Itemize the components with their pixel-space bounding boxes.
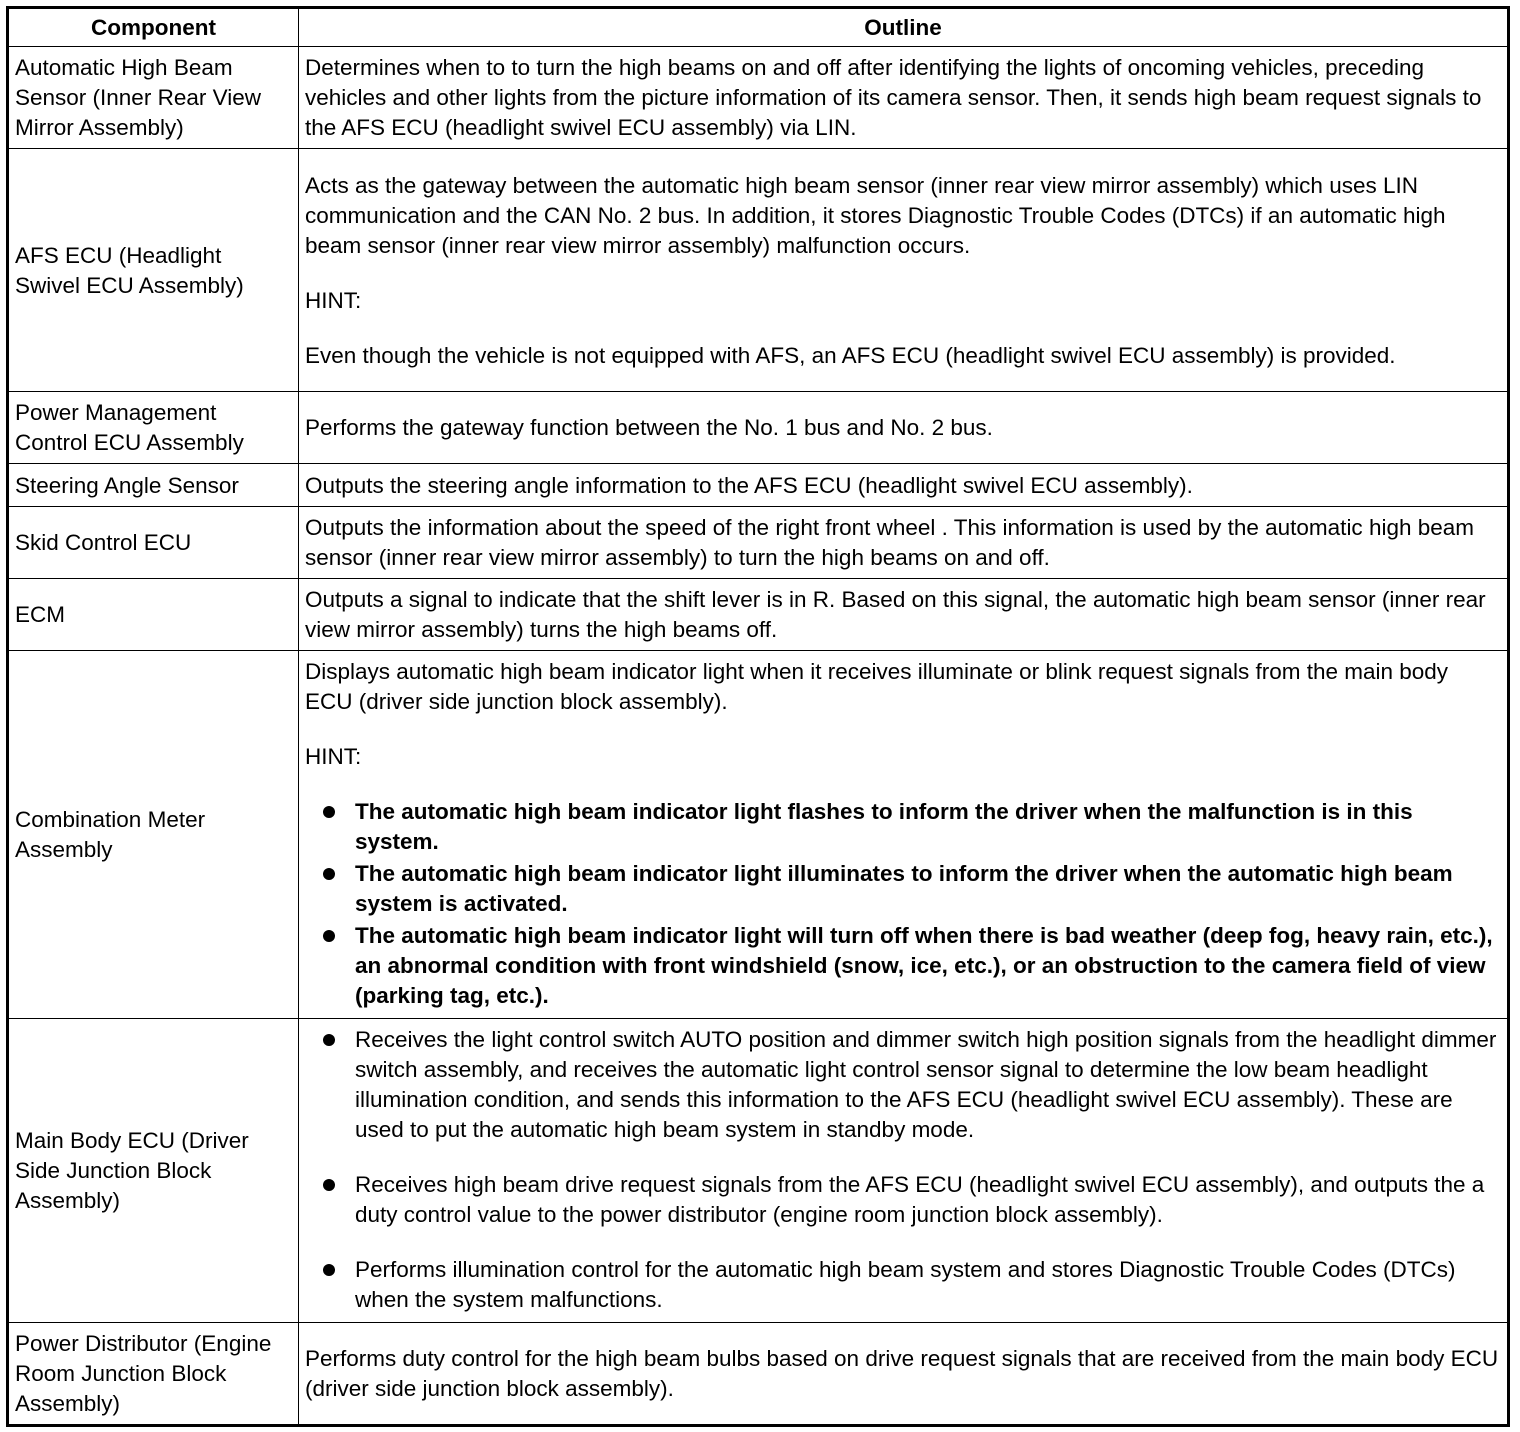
table-row bbox=[8, 651, 1509, 1019]
header-outline: Outline bbox=[299, 8, 1509, 47]
outline-cell bbox=[299, 392, 1509, 464]
component-cell: Skid Control ECU bbox=[8, 507, 299, 579]
outline-cell bbox=[299, 47, 1509, 149]
component-cell: Power Management Control ECU Assembly bbox=[8, 392, 299, 464]
outline-text: Displays automatic high beam indicator light when it receives illuminate or blink request signals from the main body ECU (driver side junction block assembly). bbox=[305, 659, 1449, 714]
component-cell: Steering Angle Sensor bbox=[8, 464, 299, 507]
bullet-list bbox=[305, 1025, 1501, 1315]
list-item: Receives high beam drive request signals from the AFS ECU (headlight swivel ECU assembly), and outputs the a duty control value to the power distributor (engine room junction block assembly). bbox=[305, 1170, 1501, 1230]
outline-text: Acts as the gateway between the automatic high beam sensor (inner rear view mirror assembly) which uses LIN communication and the CAN No. 2 bus. In addition, it stores Diagnostic Trouble Codes (DTCs) if an automatic high beam sensor (inner rear view mirror assembly) malfunction occurs. bbox=[305, 172, 1446, 258]
table-row bbox=[8, 1019, 1509, 1323]
hint-text: Even though the vehicle is not equipped with AFS, an AFS ECU (headlight swivel ECU assembly) is provided. bbox=[305, 342, 1396, 368]
outline-cell bbox=[299, 579, 1509, 651]
component-cell: ECM bbox=[8, 579, 299, 651]
list-item: The automatic high beam indicator light flashes to inform the driver when the malfunction is in this system. bbox=[305, 797, 1501, 857]
component-table-container bbox=[6, 6, 1507, 1427]
outline-cell bbox=[299, 507, 1509, 579]
table-row bbox=[8, 392, 1509, 464]
outline-cell bbox=[299, 1019, 1509, 1323]
outline-cell bbox=[299, 1323, 1509, 1426]
outline-text: Performs the gateway function between the No. 1 bus and No. 2 bus. bbox=[305, 415, 993, 440]
list-item: The automatic high beam indicator light will turn off when there is bad weather (deep fog, heavy rain, etc.), an abnormal condition with front windshield (snow, ice, etc.), or an obstruction to the camera field of view (parking tag, etc.). bbox=[305, 921, 1501, 1011]
hint-bullet-list bbox=[305, 797, 1501, 1011]
table-row bbox=[8, 579, 1509, 651]
component-cell: Automatic High Beam Sensor (Inner Rear View Mirror Assembly) bbox=[8, 47, 299, 149]
outline-cell bbox=[299, 464, 1509, 507]
hint-label: HINT: bbox=[305, 287, 362, 313]
outline-text: Determines when to to turn the high beams on and off after identifying the lights of oncoming vehicles, preceding vehicles and other lights from the picture information of its camera sensor. Then, it sends high beam request signals to the AFS ECU (headlight swivel ECU assembly) via LIN. bbox=[305, 55, 1482, 140]
outline-cell bbox=[299, 651, 1509, 1019]
table-header-row bbox=[8, 8, 1509, 47]
outline-text: Outputs the information about the speed of the right front wheel . This information is used by the automatic high beam sensor (inner rear view mirror assembly) to turn the high beams on and off. bbox=[305, 515, 1475, 570]
list-item: The automatic high beam indicator light illuminates to inform the driver when the automatic high beam system is activated. bbox=[305, 859, 1501, 919]
table-row bbox=[8, 149, 1509, 392]
outline-text: Performs duty control for the high beam bulbs based on drive request signals that are received from the main body ECU (driver side junction block assembly). bbox=[305, 1346, 1499, 1401]
outline-text: Outputs the steering angle information to the AFS ECU (headlight swivel ECU assembly). bbox=[305, 472, 1193, 498]
outline-cell bbox=[299, 149, 1509, 392]
hint-label: HINT: bbox=[305, 744, 362, 769]
list-item: Receives the light control switch AUTO position and dimmer switch high position signals from the headlight dimmer switch assembly, and receives the automatic light control sensor signal to determine the low beam headlight illumination condition, and sends this information to the AFS ECU (headlight swivel ECU assembly). These are used to put the automatic high beam system in standby mode. bbox=[305, 1025, 1501, 1145]
outline-text: Outputs a signal to indicate that the shift lever is in R. Based on this signal, the automatic high beam sensor (inner rear view mirror assembly) turns the high beams off. bbox=[305, 587, 1486, 642]
header-component: Component bbox=[8, 8, 299, 47]
component-cell: Combination Meter Assembly bbox=[8, 651, 299, 1019]
table-row bbox=[8, 464, 1509, 507]
list-item: Performs illumination control for the automatic high beam system and stores Diagnostic Trouble Codes (DTCs) when the system malfunctions. bbox=[305, 1255, 1501, 1315]
table-row bbox=[8, 507, 1509, 579]
table-row bbox=[8, 47, 1509, 149]
component-outline-table bbox=[6, 6, 1510, 1427]
table-row bbox=[8, 1323, 1509, 1426]
component-cell: Power Distributor (Engine Room Junction Block Assembly) bbox=[8, 1323, 299, 1426]
component-cell: AFS ECU (Headlight Swivel ECU Assembly) bbox=[8, 149, 299, 392]
component-cell: Main Body ECU (Driver Side Junction Block Assembly) bbox=[8, 1019, 299, 1323]
